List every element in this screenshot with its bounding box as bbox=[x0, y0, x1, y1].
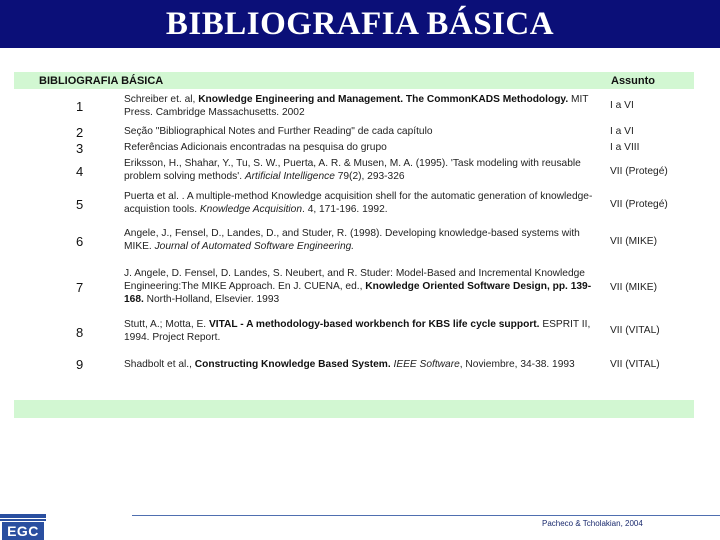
page-title: BIBLIOGRAFIA BÁSICA bbox=[165, 5, 555, 42]
row-subject: I a VI bbox=[610, 100, 634, 111]
row-reference bbox=[124, 190, 609, 216]
row-reference bbox=[124, 141, 609, 154]
reference-segment: Artificial Intelligence bbox=[244, 171, 335, 182]
reference-segment: Referências Adicionais encontradas na pesquisa do grupo bbox=[124, 142, 387, 153]
reference-segment: J. Angele, D. Fensel, D. Landes, S. Neubert, and R. Studer: Model-Based and Incremental Knowledge Engineering:The MIKE Approach. En J. CUENA, ed., bbox=[124, 268, 585, 292]
row-reference bbox=[124, 93, 609, 119]
row-reference bbox=[124, 358, 609, 371]
row-number: 2 bbox=[76, 125, 84, 140]
row-reference bbox=[124, 318, 609, 344]
row-number: 5 bbox=[76, 197, 84, 212]
reference-segment: , Noviembre, 34-38. 1993 bbox=[459, 359, 575, 370]
reference-segment: ESPRIT II, 1994. Project Report. bbox=[124, 319, 591, 343]
table-header-title: BIBLIOGRAFIA BÁSICA bbox=[39, 75, 164, 87]
reference-segment: MIT Press. Cambridge Massachusetts. 2002 bbox=[124, 94, 589, 118]
reference-segment: IEEE Software bbox=[390, 359, 460, 370]
reference-segment: Seção "Bibliographical Notes and Further Reading" de cada capítulo bbox=[124, 126, 433, 137]
egc-logo bbox=[0, 514, 46, 540]
row-number: 9 bbox=[76, 357, 84, 372]
row-reference bbox=[124, 227, 609, 253]
row-number: 8 bbox=[76, 325, 84, 340]
bibliography-table bbox=[14, 72, 694, 418]
reference-segment: Shadbolt et al., bbox=[124, 359, 195, 370]
reference-segment: North-Holland, Elsevier. 1993 bbox=[143, 294, 280, 305]
reference-segment: Constructing Knowledge Based System. bbox=[194, 359, 391, 370]
reference-segment: Schreiber et. al, bbox=[124, 94, 199, 105]
row-number: 6 bbox=[76, 234, 84, 249]
logo-stripe bbox=[0, 514, 46, 518]
table-body bbox=[14, 89, 694, 400]
reference-segment: 79(2), 293-326 bbox=[334, 171, 405, 182]
row-subject: VII (VITAL) bbox=[610, 359, 660, 370]
reference-segment: VITAL - A methodology-based workbench for KBS life cycle support. bbox=[208, 319, 540, 330]
footer-credit: Pacheco & Tcholakian, 2004 bbox=[542, 519, 643, 528]
table-header-subject: Assunto bbox=[611, 75, 655, 87]
reference-segment: Journal of Automated Software Engineering. bbox=[154, 241, 355, 252]
logo-text: EGC bbox=[2, 522, 44, 540]
reference-segment: . 4, 171-196. 1992. bbox=[302, 204, 388, 215]
row-subject: VII (MIKE) bbox=[610, 236, 657, 247]
row-number: 7 bbox=[76, 280, 84, 295]
reference-segment: Eriksson, H., Shahar, Y., Tu, S. W., Puerta, A. R. & Musen, M. A. (1995). 'Task modeling with reusable problem solving methods'. bbox=[124, 158, 581, 182]
row-reference bbox=[124, 125, 609, 138]
title-bar bbox=[0, 0, 720, 48]
row-number: 1 bbox=[76, 99, 84, 114]
row-reference bbox=[124, 157, 609, 183]
reference-segment: Stutt, A.; Motta, E. bbox=[124, 319, 209, 330]
reference-segment: Angele, J., Fensel, D., Landes, D., and Studer, R. (1998). Developing knowledge-based systems with MIKE. bbox=[124, 228, 580, 252]
row-subject: VII (VITAL) bbox=[610, 325, 660, 336]
reference-segment: Puerta et al. . A multiple-method Knowledge acquisition shell for the automatic generation of knowledge-acquistion tools. bbox=[124, 191, 593, 215]
row-subject: I a VIII bbox=[610, 142, 640, 153]
row-subject: VII (Protegé) bbox=[610, 166, 668, 177]
logo-stripe bbox=[0, 519, 46, 521]
row-number: 3 bbox=[76, 141, 84, 156]
row-subject: VII (MIKE) bbox=[610, 282, 657, 293]
row-subject: I a VI bbox=[610, 126, 634, 137]
row-reference bbox=[124, 267, 609, 306]
reference-segment: Knowledge Oriented Software Design, pp. 139-168. bbox=[124, 281, 592, 305]
footer-divider bbox=[132, 515, 720, 516]
row-subject: VII (Protegé) bbox=[610, 199, 668, 210]
reference-segment: Knowledge Acquisition bbox=[199, 204, 303, 215]
row-number: 4 bbox=[76, 164, 84, 179]
reference-segment: Knowledge Engineering and Management. The CommonKADS Methodology. bbox=[198, 94, 569, 105]
